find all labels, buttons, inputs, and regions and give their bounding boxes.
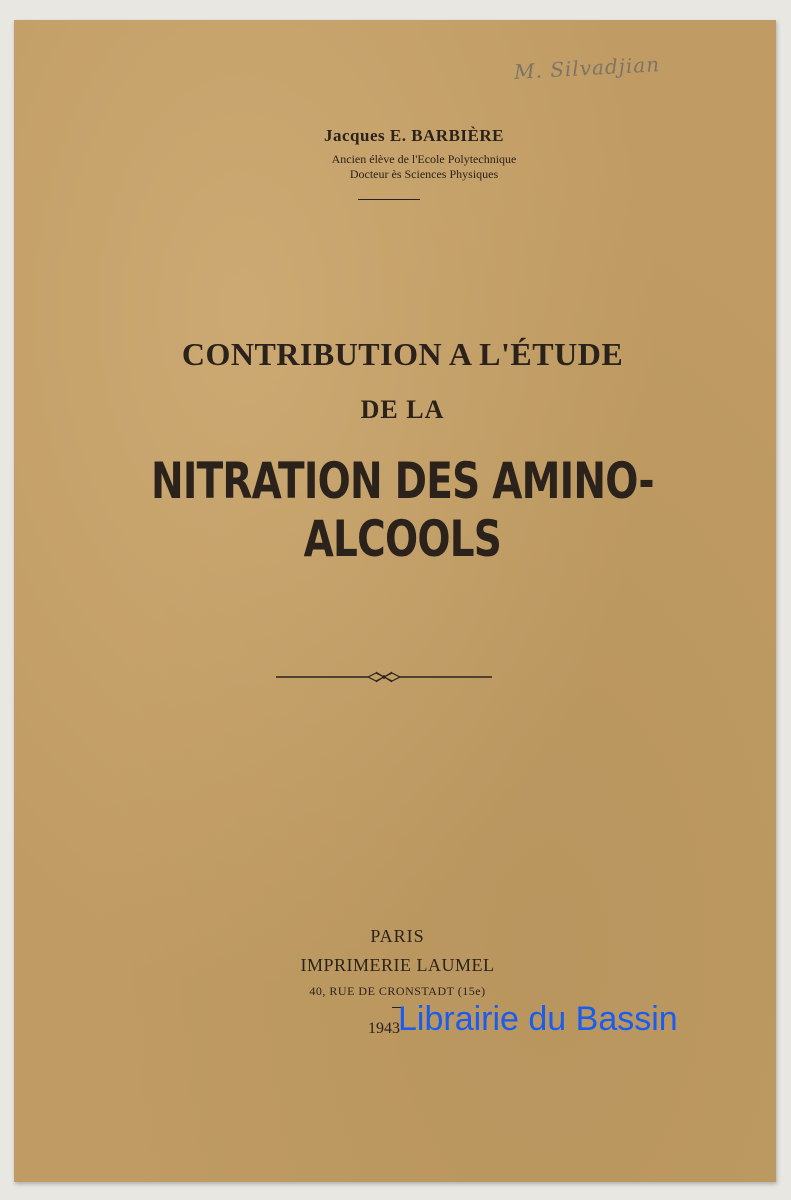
author-divider: [358, 199, 420, 200]
handwritten-annotation: M. Silvadjian: [513, 52, 661, 84]
ornament-divider: [276, 668, 492, 686]
author-name: Jacques E. BARBIÈRE: [323, 126, 504, 145]
bookseller-watermark: Librairie du Bassin: [398, 1000, 678, 1038]
publisher-block: [14, 926, 781, 1008]
author-credential-2: Docteur ès Sciences Physiques: [349, 167, 499, 181]
publisher-city: PARIS: [370, 926, 425, 946]
author-block: [14, 126, 791, 182]
publisher-address: 40, RUE DE CRONSTADT (15e): [309, 984, 486, 998]
author-credential-1: Ancien élève de l'Ecole Polytechnique: [331, 152, 517, 166]
title-line-2: DE LA: [360, 395, 445, 424]
publisher-printer: IMPRIMERIE LAUMEL: [300, 955, 495, 975]
title-line-1: CONTRIBUTION A L'ÉTUDE: [181, 336, 624, 372]
publication-year: 1943: [368, 1020, 400, 1037]
title-line-3: NITRATION DES AMINO-ALCOOLS: [151, 452, 654, 568]
